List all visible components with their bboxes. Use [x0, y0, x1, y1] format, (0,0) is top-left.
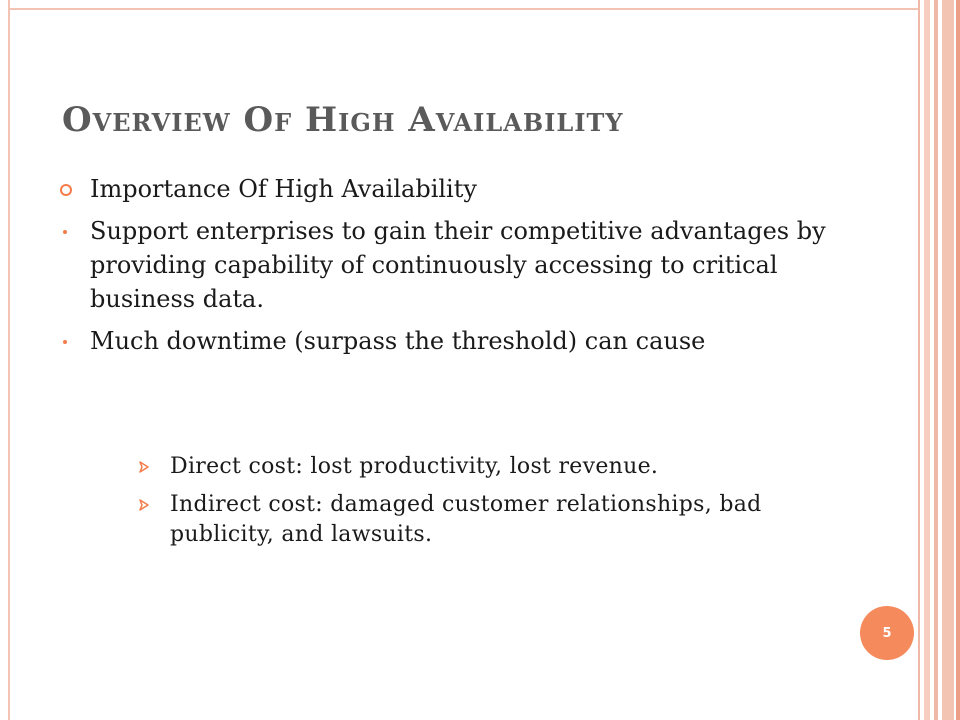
decorative-stripe — [934, 0, 938, 720]
page-number-badge: 5 — [860, 606, 914, 660]
bullet-item — [60, 214, 860, 316]
slide-border-left — [8, 0, 10, 720]
sub-bullet-text: Direct cost: lost productivity, lost revenue. — [170, 454, 659, 479]
dot-bullet-icon — [63, 340, 67, 344]
decorative-stripe — [924, 0, 930, 720]
sub-bullet-text: Indirect cost: damaged customer relationships, bad publicity, and lawsuits. — [170, 492, 762, 547]
decorative-stripe — [918, 0, 920, 720]
decorative-stripe — [942, 0, 954, 720]
dot-bullet-icon — [63, 230, 67, 234]
sub-bullet-list — [166, 452, 826, 558]
arrow-right-icon — [138, 499, 150, 511]
heading-item — [60, 172, 860, 206]
arrow-right-icon — [138, 461, 150, 473]
heading-item-text: Importance Of High Availability — [90, 175, 477, 203]
bullet-list — [60, 172, 860, 366]
sub-bullet-item — [166, 490, 826, 550]
slide-border-top — [8, 8, 920, 10]
sub-bullet-item — [166, 452, 826, 482]
ring-bullet-icon — [60, 184, 72, 196]
decorative-stripe — [956, 0, 960, 720]
bullet-item — [60, 324, 860, 358]
bullet-text: Support enterprises to gain their competitive advantages by providing capability of continuously accessing to critical business data. — [90, 217, 826, 313]
slide-title: Overview Of High Availability — [62, 100, 624, 140]
bullet-text: Much downtime (surpass the threshold) can cause — [90, 327, 706, 355]
